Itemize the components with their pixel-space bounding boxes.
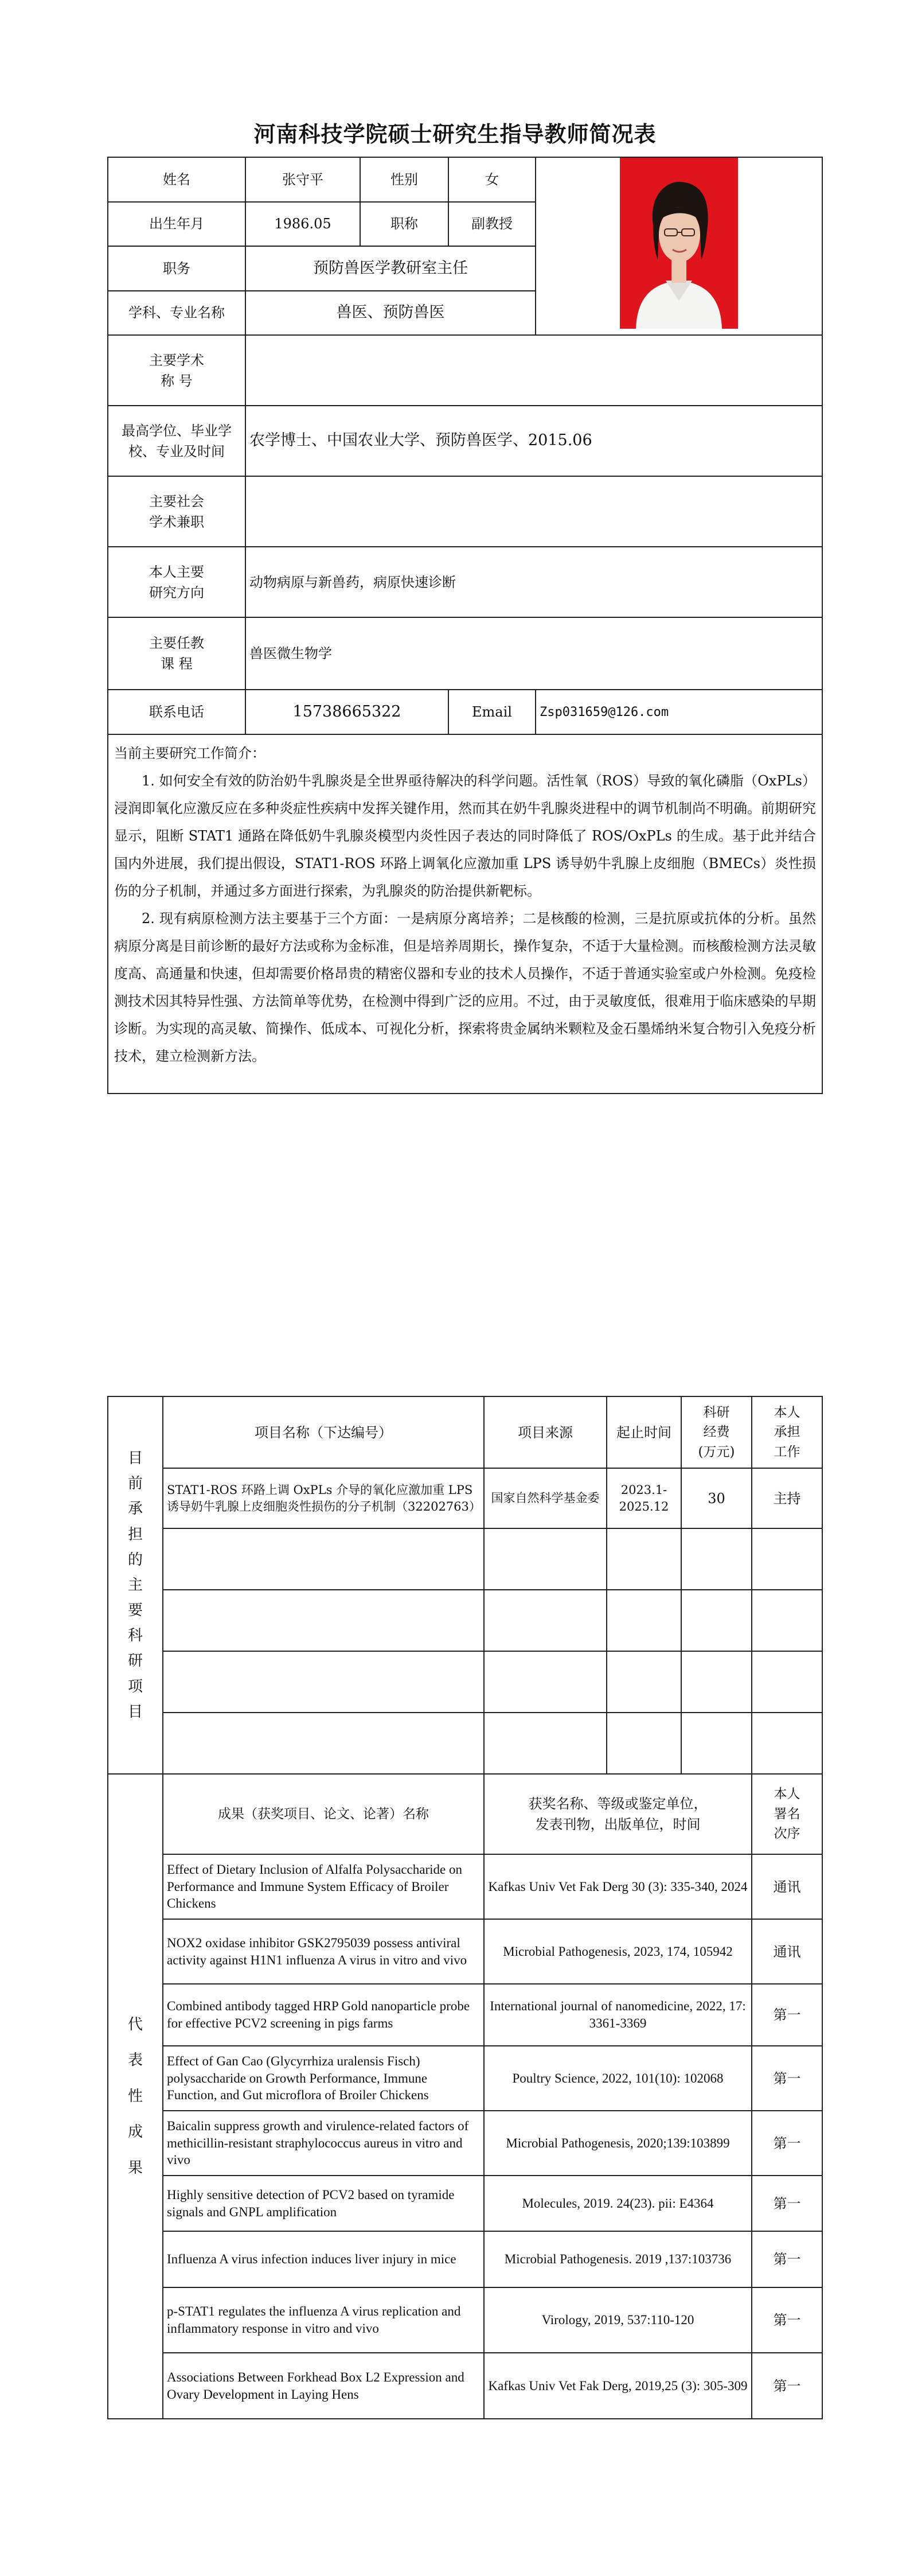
project-period: 2023.1-2025.12 [607,1468,681,1528]
rank-value: 副教授 [448,202,536,247]
achievement-venue: Microbial Pathogenesis, 2023, 174, 105942 [484,1919,752,1984]
projects-side-char: 项 [127,1678,143,1695]
achievement-row [108,2353,822,2419]
academic-title-value [245,335,822,406]
phone-label: 联系电话 [108,690,245,734]
achievement-order: 第一 [752,2287,822,2353]
academic-title-label [108,335,245,406]
email-value: Zsp031659@126.com [536,690,822,734]
social-label-line2: 学术兼职 [149,513,204,530]
projects-side-char: 前 [127,1475,143,1493]
phone-value: 15738665322 [245,690,448,734]
projects-side-char: 主 [127,1576,143,1594]
achievements-header-venue-line: 获奖名称、等级或鉴定单位， [528,1796,708,1812]
projects-side-label [108,1396,163,1774]
achievement-name: Highly sensitive detection of PCV2 based on tyramide signals and GNPL amplification [163,2176,484,2231]
achievement-venue: Virology, 2019, 537:110-120 [484,2287,752,2353]
achievements-side-char: 果 [127,2159,143,2177]
position-label: 职务 [108,246,245,291]
discipline-label: 学科、专业名称 [108,291,245,336]
portrait-photo [620,158,738,329]
projects-side-char: 目 [127,1449,143,1467]
name-label: 姓名 [108,157,245,202]
achievement-name: Effect of Gan Cao (Glycyrrhiza uralensis Fisch) polysaccharide on Growth Performance, Immune Function, and Gut microflora of Broiler Chickens [163,2046,484,2111]
research-label [108,547,245,617]
achievement-row [108,2287,822,2353]
projects-header-role [752,1396,822,1468]
research-intro [108,734,822,1094]
achievement-row [108,2046,822,2111]
achievement-row [108,2176,822,2231]
achievement-order: 第一 [752,2046,822,2111]
achievement-name: Combined antibody tagged HRP Gold nanoparticle probe for effective PCV2 screening in pigs farms [163,1984,484,2046]
projects-header-funding-line: (万元) [698,1444,735,1460]
research-intro-paragraph-1: 1. 如何安全有效的防治奶牛乳腺炎是全世界亟待解决的科学问题。活性氧（ROS）导致的氧化磷脂（OxPLs）浸润即氧化应激反应在多种炎症性疾病中发挥关键作用，然而其在奶牛乳腺炎进程中的调节机制尚不明确。前期研究显示，阻断 STAT1 通路在降低奶牛乳腺炎模型内炎性因子表达的同时降低了 ROS/OxPLs 的生成。基于此并结合国内外进展，我们提出假设，STAT1-ROS 环路上调氧化应激加重 LPS 诱导奶牛乳腺上皮细胞（BMECs）炎性损伤的分子机制，并通过多方面进行探索，为乳腺炎的防治提供新靶标。 [114,773,816,899]
projects-header-source: 项目来源 [484,1396,607,1468]
projects-side-char: 要 [127,1602,143,1620]
achievement-row [108,1919,822,1984]
research-label-line1: 本人主要 [149,563,204,580]
project-funding: 30 [681,1468,752,1528]
achievement-row [108,2231,822,2287]
projects-header-role-line: 本人 [774,1404,800,1420]
projects-side-char: 研 [127,1652,143,1670]
achievement-order: 第一 [752,2231,822,2287]
project-row-empty [108,1713,822,1774]
achievement-venue: Poultry Science, 2022, 101(10): 102068 [484,2046,752,2111]
social-label-line1: 主要社会 [149,493,204,509]
achievement-venue: International journal of nanomedicine, 2022, 17: 3361-3369 [484,1984,752,2046]
projects-header-funding-line: 经费 [703,1425,730,1440]
achievement-order: 第一 [752,2353,822,2419]
project-source: 国家自然科学基金委 [484,1468,607,1528]
research-intro-heading: 当前主要研究工作简介： [114,745,265,761]
project-row-empty [108,1590,822,1651]
course-value: 兽医微生物学 [245,617,822,690]
discipline-value: 兽医、预防兽医 [245,291,536,336]
name-value: 张守平 [245,157,360,202]
achievement-order: 第一 [752,2176,822,2231]
achievement-name: Effect of Dietary Inclusion of Alfalfa Polysaccharide on Performance and Immune System Efficacy of Broiler Chickens [163,1854,484,1919]
achievements-side-label [108,1774,163,2419]
research-intro-paragraph-2: 2. 现有病原检测方法主要基于三个方面：一是病原分离培养；二是核酸的检测，三是抗原或抗体的分析。虽然病原分离是目前诊断的最好方法或称为金标准，但是培养周期长，操作复杂，不适于大量检测。而核酸检测方法灵敏度高、高通量和快速，但却需要价格昂贵的精密仪器和专业的技术人员操作，不适于普通实验室或户外检测。免疫检测技术因其特异性强、方法简单等优势，在检测中得到广泛的应用。不过，由于灵敏度低，很难用于临床感染的早期诊断。为实现的高灵敏、简操作、低成本、可视化分析，探索将贵金属纳米颗粒及金石墨烯纳米复合物引入免疫分析技术，建立检测新方法。 [114,910,816,1064]
projects-header-period: 起止时间 [607,1396,681,1468]
achievement-name: Influenza A virus infection induces liver injury in mice [163,2231,484,2287]
gender-label: 性别 [360,157,448,202]
projects-side-char: 担 [127,1526,143,1543]
achievement-venue: Kafkas Univ Vet Fak Derg 30 (3): 335-340, 2024 [484,1854,752,1919]
position-value: 预防兽医学教研室主任 [245,246,536,291]
birth-label: 出生年月 [108,202,245,247]
projects-header-role-line: 承担 [774,1425,800,1440]
project-name: STAT1-ROS 环路上调 OxPLs 介导的氧化应激加重 LPS 诱导奶牛乳腺上皮细胞炎性损伤的分子机制（32202763） [163,1468,484,1528]
projects-achievements-table [107,1396,823,2419]
achievement-order: 通讯 [752,1919,822,1984]
achievement-row [108,2111,822,2176]
achievements-side-char: 成 [127,2123,143,2141]
achievement-order: 第一 [752,1984,822,2046]
projects-header-funding [681,1396,752,1468]
project-row-empty [108,1651,822,1713]
project-row-empty [108,1528,822,1590]
projects-side-char: 承 [127,1500,143,1518]
achievement-name: NOX2 oxidase inhibitor GSK2795039 possess antiviral activity against H1N1 influenza A virus in vitro and vivo [163,1919,484,1984]
rank-label: 职称 [360,202,448,247]
research-label-line2: 研究方向 [149,584,204,601]
page-title: 河南科技学院硕士研究生指导教师简况表 [253,121,657,147]
projects-header-name: 项目名称（下达编号） [163,1396,484,1468]
achievements-header-order-line: 次序 [774,1826,800,1842]
achievements-side-char: 表 [127,2052,143,2069]
degree-label-line2: 校、专业及时间 [128,443,225,460]
photo-cell [536,157,822,335]
academic-title-label-line1: 主要学术 [149,352,204,368]
basic-info-table [107,157,823,1094]
achievement-name: p-STAT1 regulates the influenza A virus replication and inflammatory response in vitro and vivo [163,2287,484,2353]
achievements-header-venue [484,1774,752,1854]
achievement-order: 通讯 [752,1854,822,1919]
projects-side-char: 的 [127,1551,143,1569]
achievement-name: Associations Between Forkhead Box L2 Expression and Ovary Development in Laying Hens [163,2353,484,2419]
social-value [245,476,822,547]
achievement-row [108,1984,822,2046]
achievement-venue: Molecules, 2019. 24(23). pii: E4364 [484,2176,752,2231]
achievements-header-order-line: 署名 [774,1806,800,1822]
degree-label-line1: 最高学位、毕业学 [122,422,232,439]
achievement-name: Baicalin suppress growth and virulence-related factors of methicillin-resistant straphylococcus aureus in vitro and vivo [163,2111,484,2176]
achievements-header-venue-line: 发表刊物，出版单位，时间 [535,1816,701,1832]
projects-side-char: 科 [127,1627,143,1645]
projects-side-char: 目 [127,1703,143,1721]
achievement-order: 第一 [752,2111,822,2176]
achievement-row [108,1854,822,1919]
degree-value: 农学博士、中国农业大学、预防兽医学、2015.06 [245,406,822,476]
social-label [108,476,245,547]
academic-title-label-line2: 称 号 [161,372,193,389]
achievements-side-char: 性 [127,2087,143,2105]
achievement-venue: Microbial Pathogenesis, 2020;139:103899 [484,2111,752,2176]
degree-label [108,406,245,476]
projects-header-role-line: 工作 [774,1444,800,1460]
achievements-header-order [752,1774,822,1854]
email-label: Email [448,690,536,734]
course-label-line1: 主要任教 [149,635,204,651]
project-role: 主持 [752,1468,822,1528]
birth-value: 1986.05 [245,202,360,247]
achievements-header-order-line: 本人 [774,1787,800,1802]
achievements-header-name: 成果（获奖项目、论文、论著）名称 [163,1774,484,1854]
course-label-line2: 课 程 [161,656,193,672]
achievement-venue: Kafkas Univ Vet Fak Derg, 2019,25 (3): 305-309 [484,2353,752,2419]
course-label [108,617,245,690]
projects-header-funding-line: 科研 [703,1404,730,1420]
achievement-venue: Microbial Pathogenesis. 2019 ,137:103736 [484,2231,752,2287]
achievements-side-char: 代 [127,2016,143,2034]
gender-value: 女 [448,157,536,202]
project-row [108,1468,822,1528]
research-value: 动物病原与新兽药，病原快速诊断 [245,547,822,617]
